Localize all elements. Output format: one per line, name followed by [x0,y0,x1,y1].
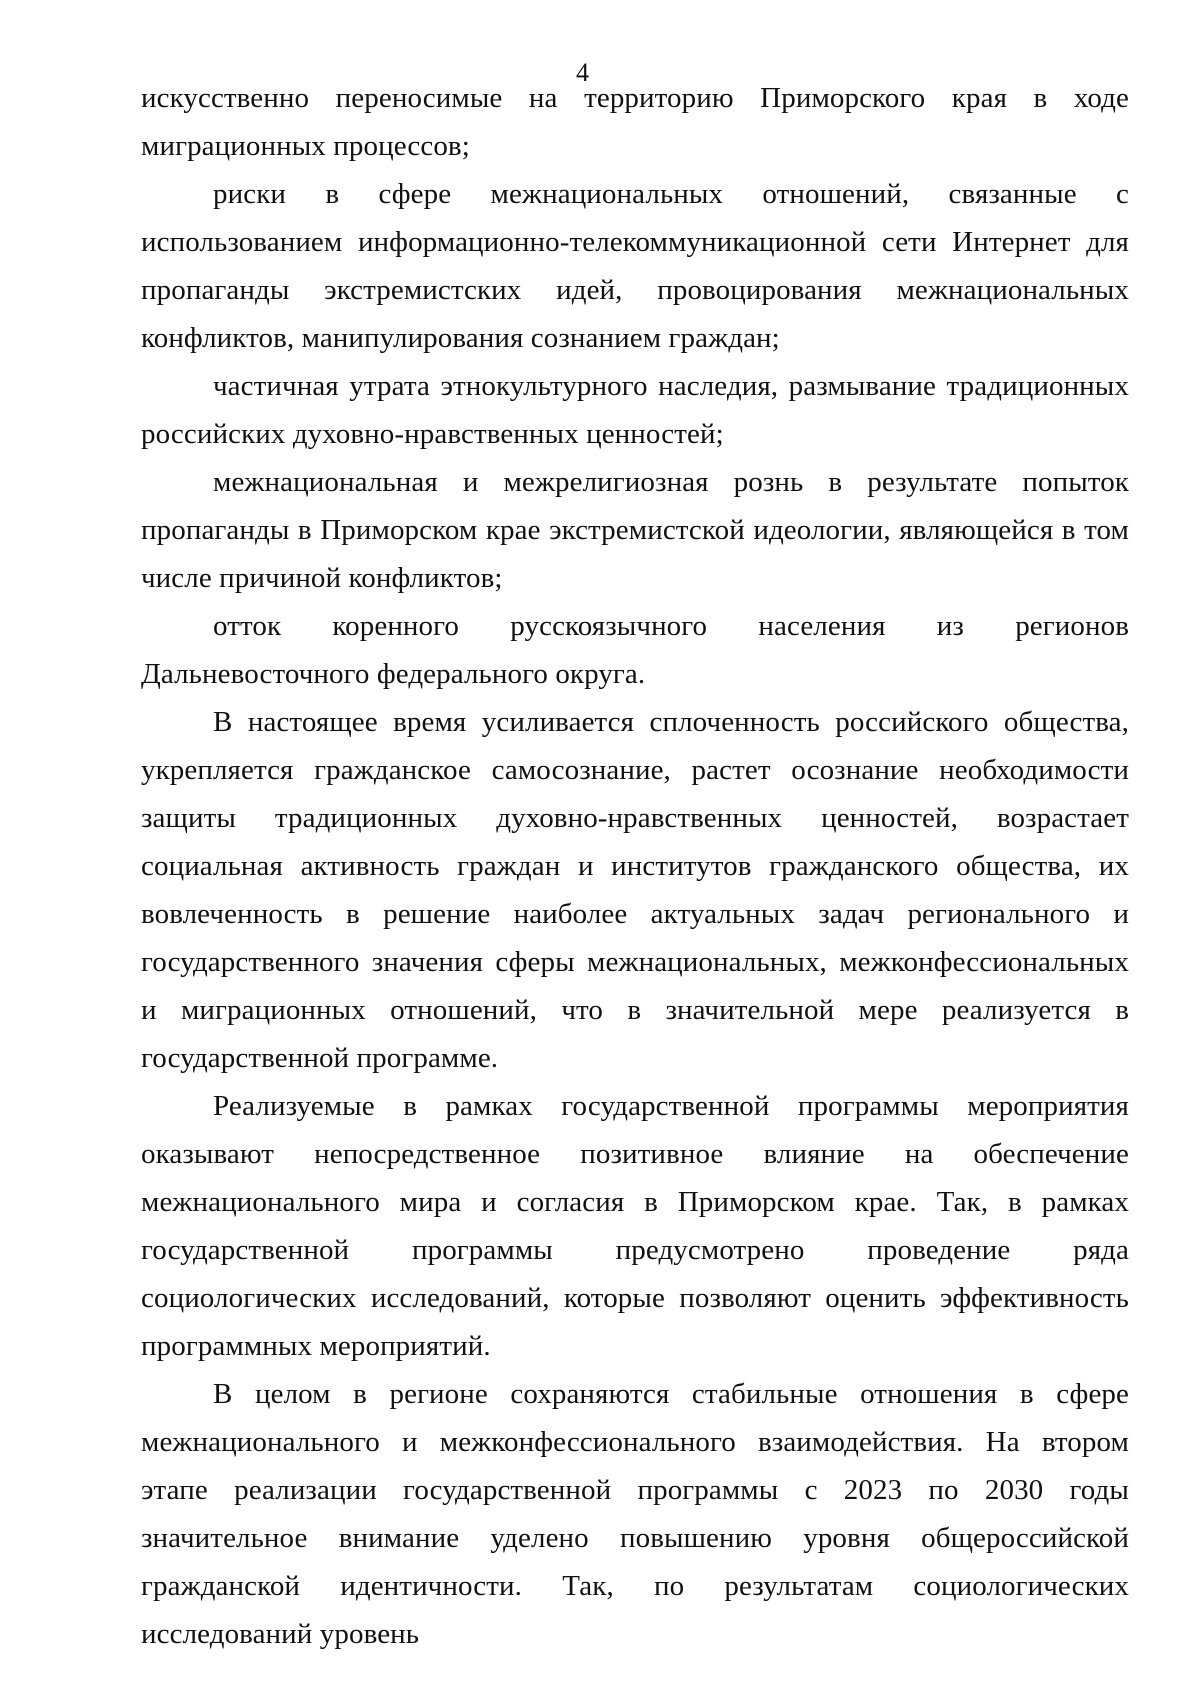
document-body [141,74,1129,1658]
paragraph: В настоящее время усиливается сплоченность российского общества, укрепляется гражданское самосознание, растет осознание необходимости защиты традиционных духовно-нравственных ценностей, возрастает социальная активность граждан и институтов гражданского общества, их вовлеченность в решение наиболее актуальных задач регионального и государственного значения сферы межнациональных, межконфессиональных и миграционных отношений, что в значительной мере реализуется в государственной программе. [141,706,1129,1074]
page-number: 4 [576,58,589,87]
paragraph: Реализуемые в рамках государственной программы мероприятия оказывают непосредственное позитивное влияние на обеспечение межнационального мира и согласия в Приморском крае. Так, в рамках государственной программы предусмотрено проведение ряда социологических исследований, которые позволяют оценить эффективность программных мероприятий. [141,1090,1129,1362]
paragraph: искусственно переносимые на территорию Приморского края в ходе миграционных процессов; [141,82,1129,162]
paragraph: межнациональная и межрелигиозная рознь в результате попыток пропаганды в Приморском крае экстремистской идеологии, являющейся в том числе причиной конфликтов; [141,466,1129,594]
paragraph: риски в сфере межнациональных отношений, связанные с использованием информационно-телекоммуникационной сети Интернет для пропаганды экстремистских идей, провоцирования межнациональных конфликтов, манипулирования сознанием граждан; [141,178,1129,354]
paragraph: В целом в регионе сохраняются стабильные отношения в сфере межнационального и межконфессионального взаимодействия. На втором этапе реализации государственной программы с 2023 по 2030 годы значительное внимание уделено повышению уровня общероссийской гражданской идентичности. Так, по результатам социологических исследований уровень [141,1378,1129,1650]
paragraph: отток коренного русскоязычного населения из регионов Дальневосточного федерального округа. [141,610,1129,690]
paragraph: частичная утрата этнокультурного наследия, размывание традиционных российских духовно-нравственных ценностей; [141,370,1129,450]
